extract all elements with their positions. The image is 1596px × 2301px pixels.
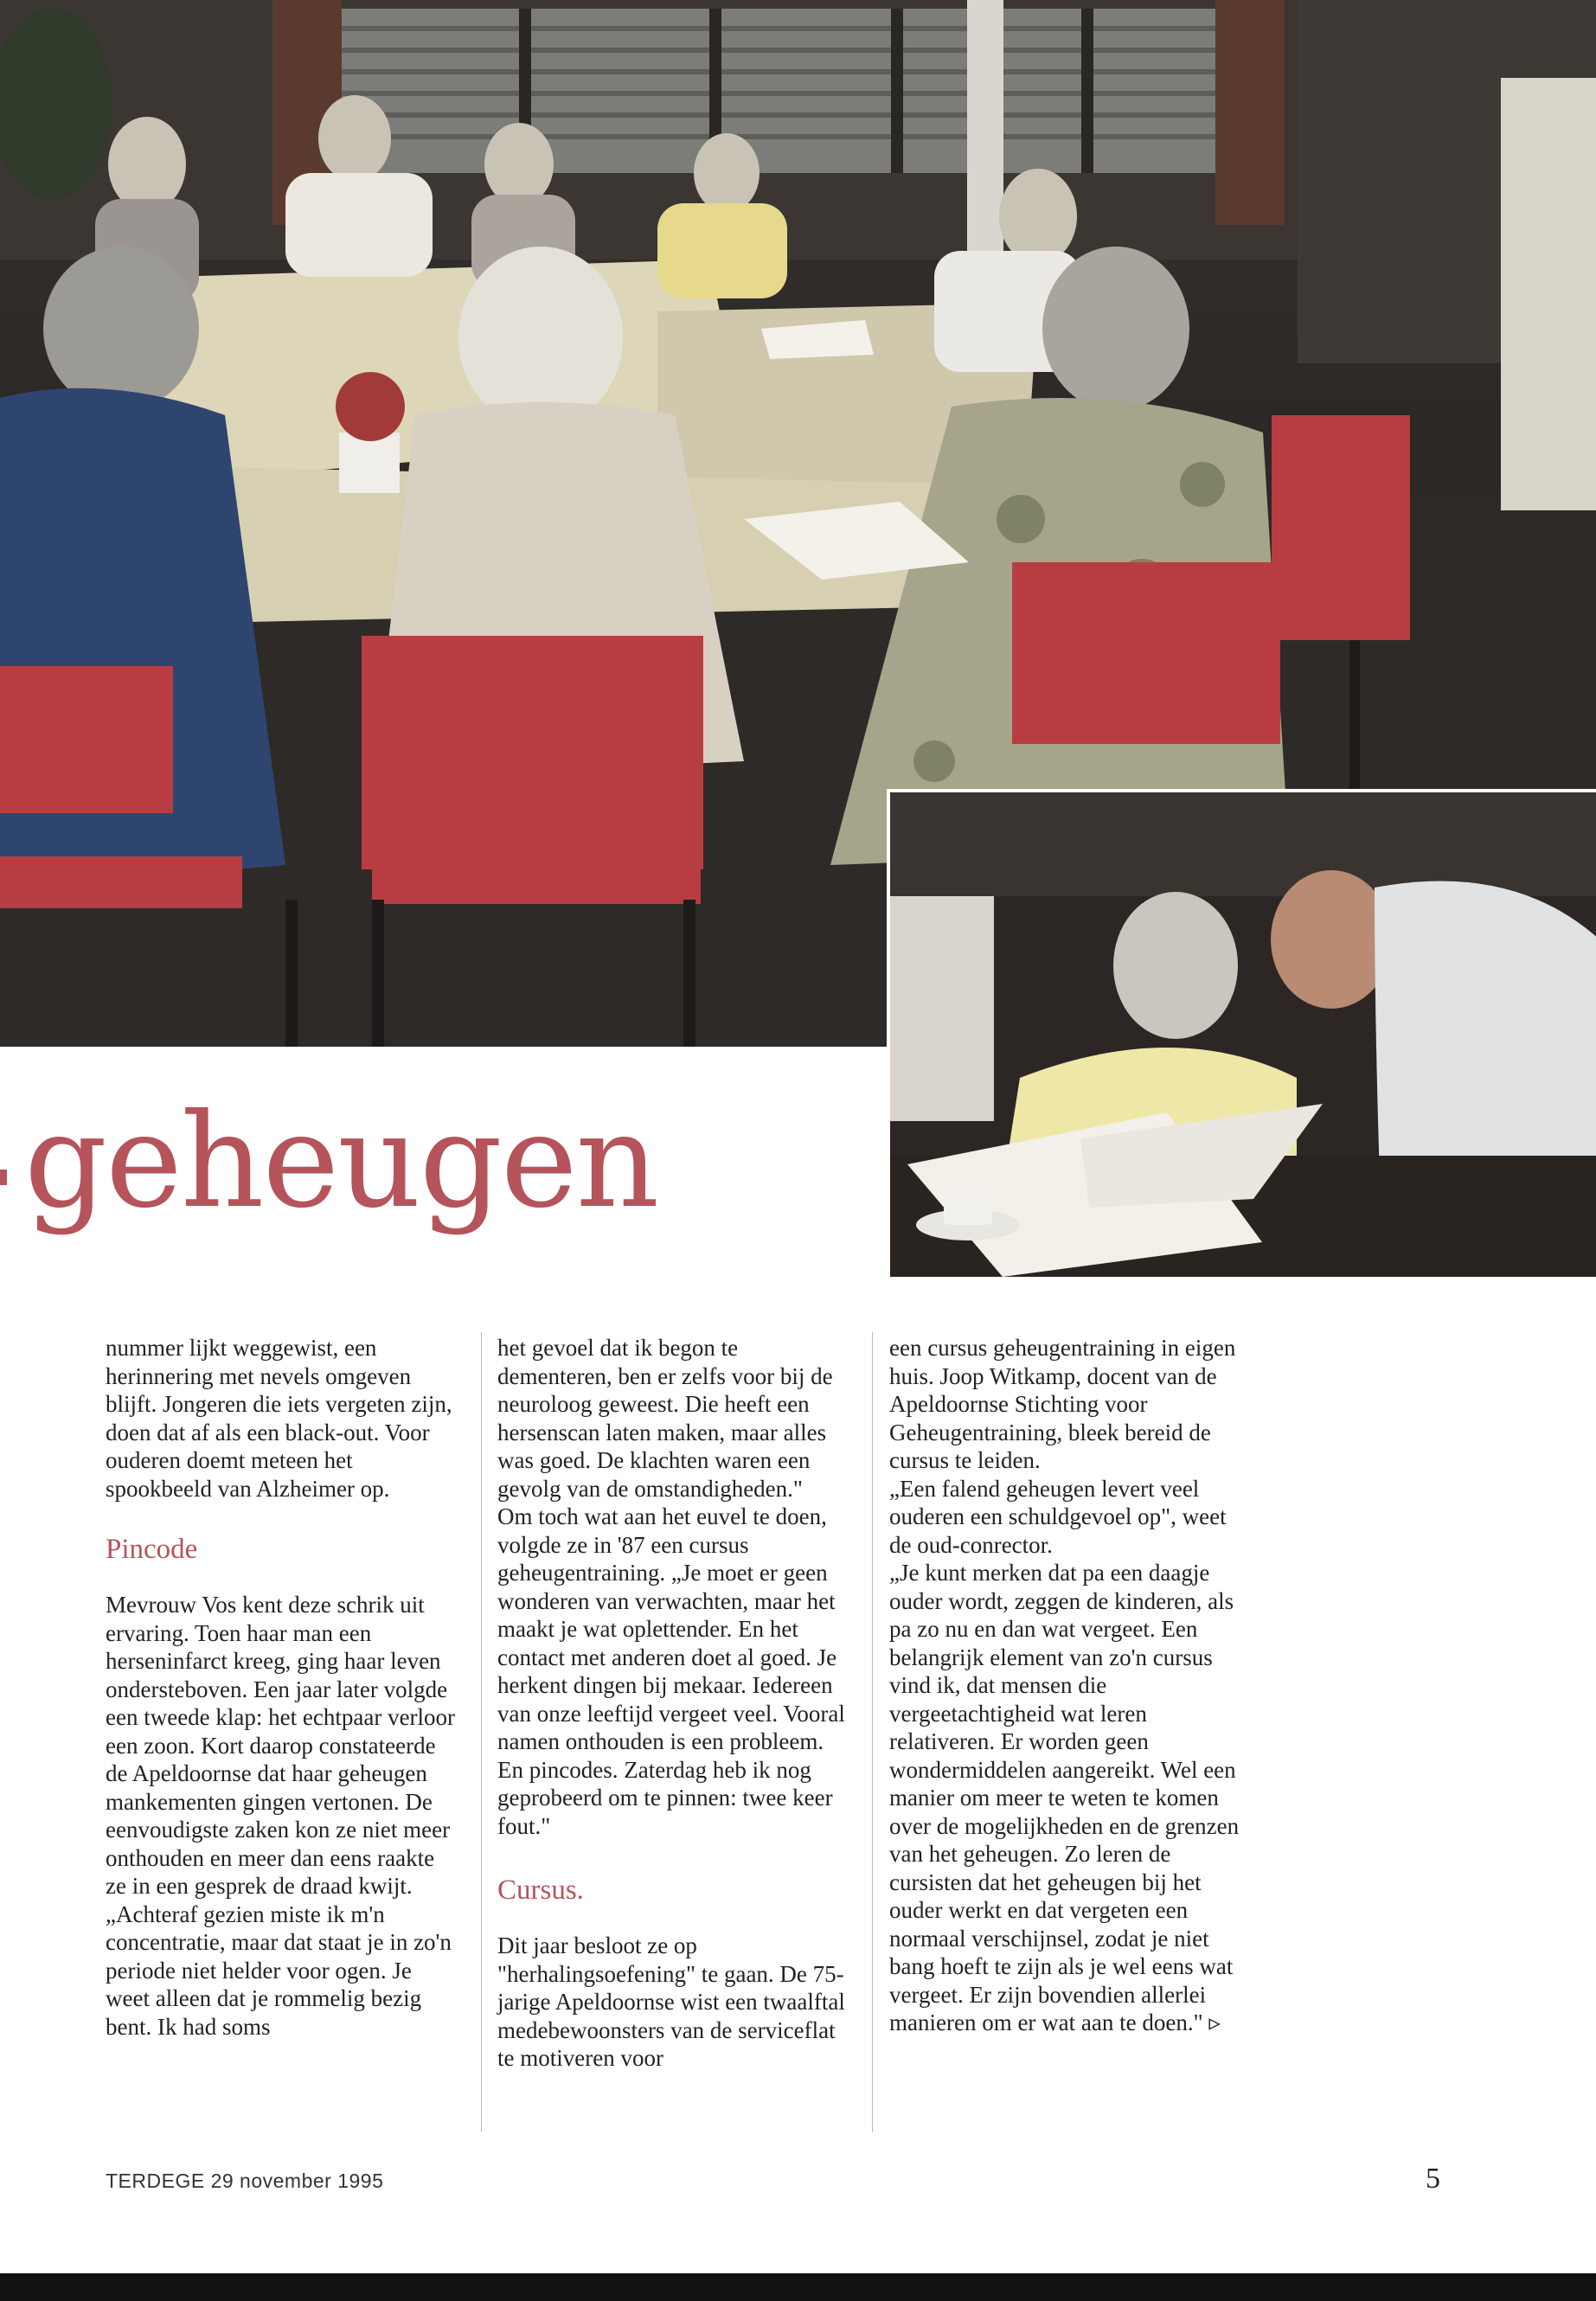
inset-photo [887, 789, 1596, 1277]
paragraph: „Achteraf gezien miste ik m'n concentratie, maar dat staat je in zo'n periode niet helder voor ogen. Je weet alleen dat je rommelig bezig bent. Ik had soms [106, 1900, 452, 2040]
publication-footer: TERDEGE 29 november 1995 [106, 2170, 384, 2192]
headline-fragment [0, 1170, 7, 1185]
page-number: 5 [1426, 2163, 1440, 2195]
page-headline: geheugen [24, 1086, 658, 1237]
paragraph: het gevoel dat ik begon te dementeren, ben er zelfs voor bij de neuroloog geweest. Die heeft een hersenscan laten maken, maar alles was goed. De klachten waren een gevolg van de omstandigheden." [497, 1335, 833, 1502]
article-column-2 [497, 1334, 848, 2073]
article-column-3 [889, 1334, 1240, 2037]
scan-edge-bar [0, 2273, 1596, 2301]
subheading-cursus: Cursus. [497, 1875, 584, 1906]
article-column-1 [106, 1334, 456, 2041]
paragraph: nummer lijkt weggewist, een herinnering met nevels omgeven blijft. Jongeren die iets vergeten zijn, doen dat af als een black-out. Voor ouderen doemt meteen het spookbeeld van Alzheimer op. [106, 1335, 452, 1502]
paragraph: Dit jaar besloot ze op "herhalingsoefening" te gaan. De 75-jarige Apeldoornse wist een twaalftal medebewoonsters van de serviceflat te motiveren voor [497, 1932, 845, 2071]
paragraph: Om toch wat aan het euvel te doen, volgde ze in '87 een cursus geheugentraining. „Je moet er geen wonderen van verwachten, maar het maakt je wat oplettender. En het contact met anderen doet al goed. Je herkent dingen bij mekaar. Iedereen van onze leeftijd vergeet veel. Vooral namen onthouden is een probleem. En pincodes. Zaterdag heb ik nog geprobeerd om te pinnen: twee keer fout." [497, 1503, 845, 1839]
subheading-pincode: Pincode [106, 1534, 198, 1565]
paragraph: een cursus geheugentraining in eigen huis. Joop Witkamp, docent van de Apeldoornse Stichting voor Geheugentraining, bleek bereid de cursus te leiden. [889, 1335, 1236, 1473]
column-divider [481, 1332, 482, 2132]
paragraph: Mevrouw Vos kent deze schrik uit ervaring. Toen haar man een herseninfarct kreeg, ging haar leven ondersteboven. Een jaar later volgde een tweede klap: het echtpaar verloor een zoon. Kort daarop constateerde de Apeldoornse dat haar geheugen mankementen gingen vertonen. De eenvoudigste zaken kon ze niet meer onthouden en meer dan eens raakte ze in een gesprek de draad kwijt. [106, 1592, 456, 1899]
paragraph: „Een falend geheugen levert veel ouderen een schuldgevoel op", weet de oud-conrector. [889, 1475, 1227, 1558]
paragraph: „Je kunt merken dat pa een daagje ouder wordt, zeggen de kinderen, als pa zo nu en dan wat vergeet. Een belangrijk element van zo'n cursus vind ik, dat mensen die vergeetachtigheid wat leren relativeren. Er worden geen wondermiddelen aangereikt. Wel een manier om meer te weten te komen over de mogelijkheden en de grenzen van het geheugen. Zo leren de cursisten dat het geheugen bij het ouder werkt en dat vergeten een normaal verschijnsel, zodat je niet bang hoeft te zijn als je wel eens wat vergeet. Er zijn bovendien allerlei manieren om er wat aan te doen." ▹ [889, 1560, 1240, 2035]
column-divider [872, 1332, 873, 2132]
